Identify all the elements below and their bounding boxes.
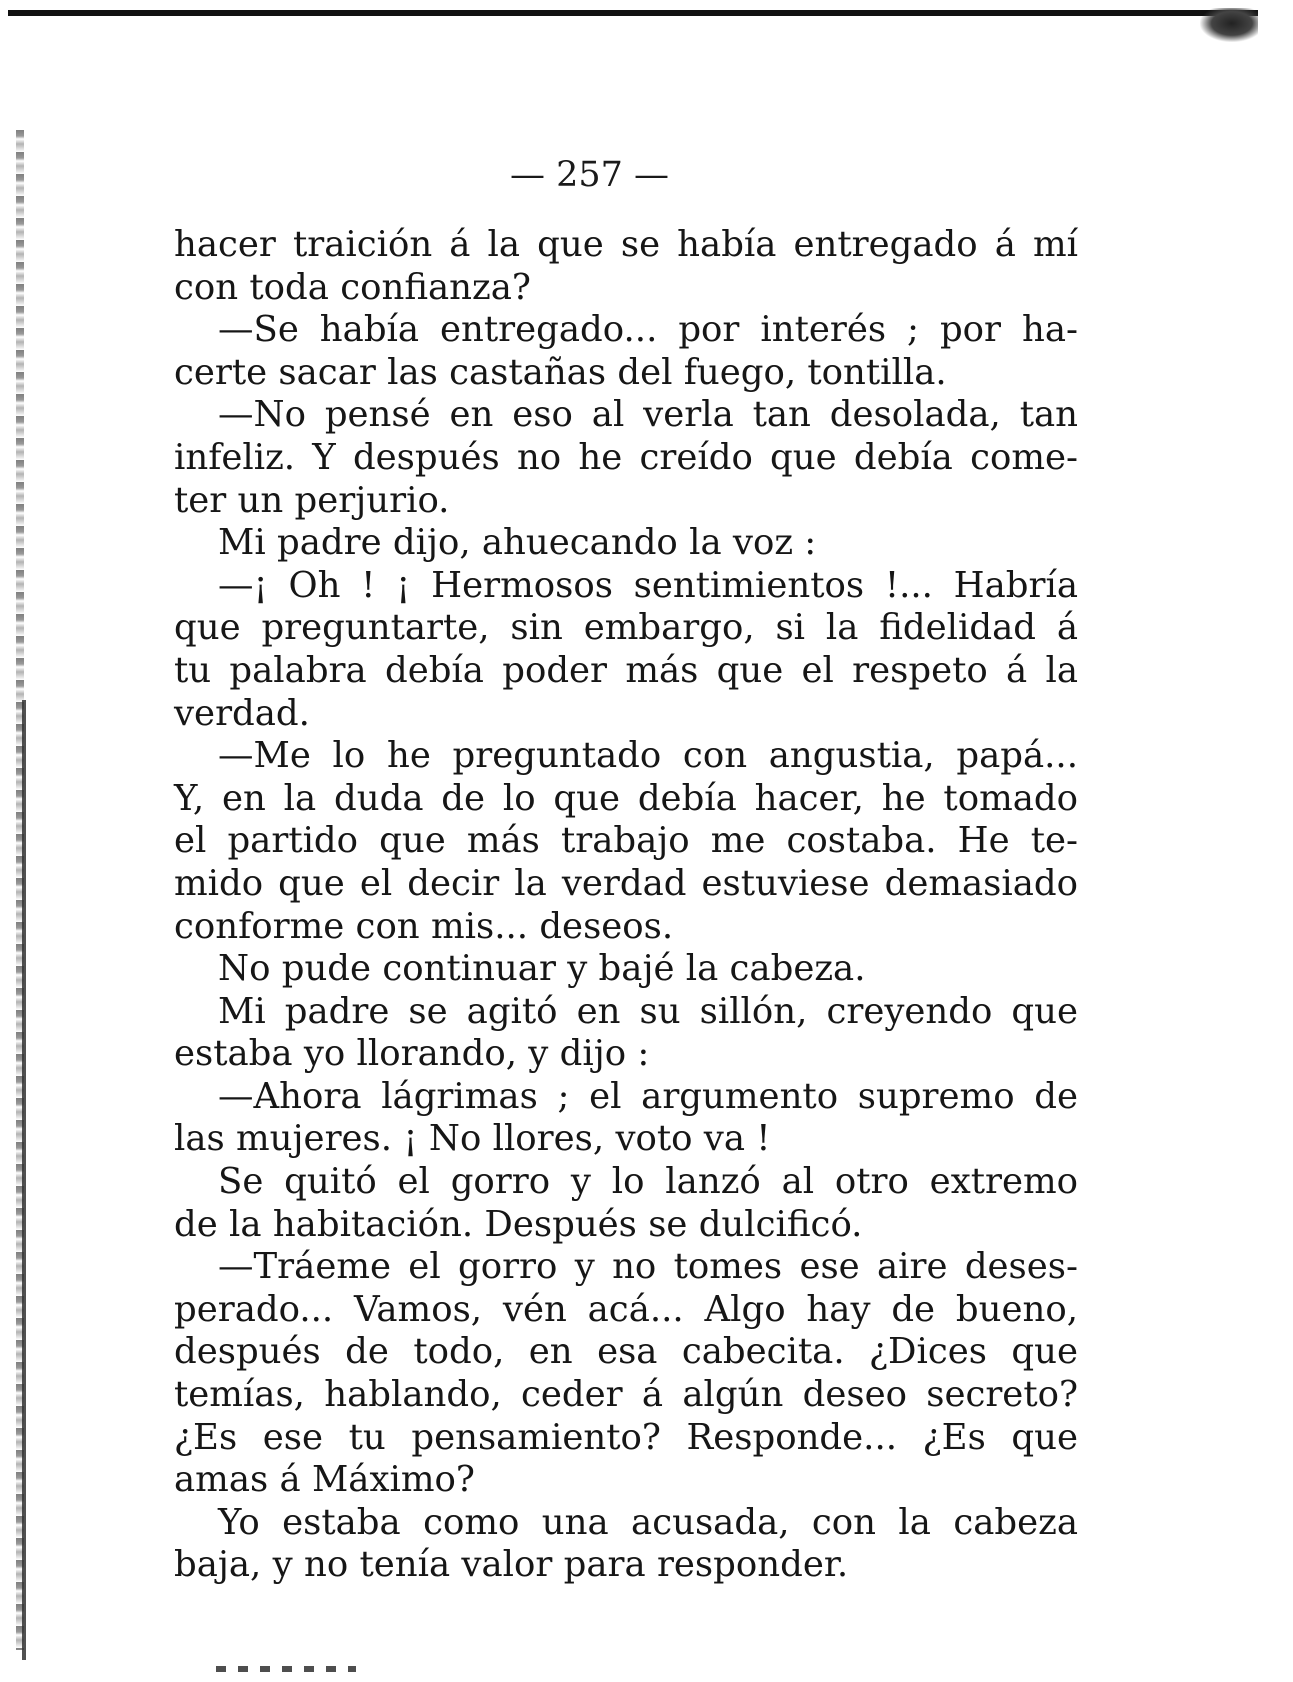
- text-line: ter un perjurio.: [174, 479, 450, 521]
- page-number-text: — 257 —: [509, 155, 670, 195]
- text-line: temías, hablando, ceder á algún deseo secreto?: [174, 1374, 1078, 1416]
- text-line: Y, en la duda de lo que debía hacer, he tomado: [174, 777, 1078, 819]
- signature-mark: [216, 1666, 356, 1672]
- text-line: verdad.: [174, 692, 310, 734]
- text-line: de la habitación. Después se dulcificó.: [174, 1203, 863, 1245]
- text-line: mido que el decir la verdad estuviese demasiado: [174, 862, 1078, 904]
- text-line: —Me lo he preguntado con angustia, papá...: [218, 735, 1078, 777]
- text-line: tu palabra debía poder más que el respeto á la: [174, 649, 1078, 691]
- top-border-rule: [8, 10, 1258, 16]
- text-line: que preguntarte, sin embargo, si la fidelidad á: [174, 607, 1078, 649]
- text-line: perado... Vamos, vén acá... Algo hay de bueno,: [174, 1288, 1078, 1330]
- text-line: Yo estaba como una acusada, con la cabeza: [218, 1501, 1078, 1543]
- text-line: —Ahora lágrimas ; el argumento supremo de: [218, 1075, 1078, 1117]
- text-line: certe sacar las castañas del fuego, tontilla.: [174, 351, 947, 393]
- text-line: conforme con mis... deseos.: [174, 905, 674, 947]
- page-number: [0, 155, 1293, 195]
- text-line: infeliz. Y después no he creído que debía come-: [174, 436, 1078, 478]
- text-line: estaba yo llorando, y dijo :: [174, 1033, 650, 1075]
- text-line: baja, y no tenía valor para responder.: [174, 1544, 849, 1586]
- text-line: Se quitó el gorro y lo lanzó al otro extremo: [218, 1161, 1078, 1203]
- text-line: las mujeres. ¡ No llores, voto va !: [174, 1118, 771, 1160]
- text-line: Mi padre dijo, ahuecando la voz :: [218, 522, 817, 564]
- text-line: ¿Es ese tu pensamiento? Responde... ¿Es que: [174, 1416, 1078, 1458]
- text-line: No pude continuar y bajé la cabeza.: [218, 948, 866, 990]
- text-line: —Se había entregado... por interés ; por ha-: [218, 309, 1078, 351]
- text-line: el partido que más trabajo me costaba. He te-: [174, 820, 1078, 862]
- text-line: —¡ Oh ! ¡ Hermosos sentimientos !... Habría: [218, 564, 1078, 606]
- ink-blot-mark: [1200, 8, 1258, 42]
- text-line: —Tráeme el gorro y no tomes ese aire deses-: [218, 1246, 1078, 1288]
- text-line: hacer traición á la que se había entregado á mí: [174, 224, 1078, 265]
- text-line: Mi padre se agitó en su sillón, creyendo que: [218, 990, 1078, 1032]
- text-line: amas á Máximo?: [174, 1459, 475, 1501]
- body-text: [174, 224, 1078, 1587]
- text-line: con toda confianza?: [174, 266, 531, 308]
- text-line: —No pensé en eso al verla tan desolada, tan: [218, 394, 1078, 436]
- binding-edge-line: [22, 700, 26, 1660]
- text-line: después de todo, en esa cabecita. ¿Dices que: [174, 1331, 1078, 1373]
